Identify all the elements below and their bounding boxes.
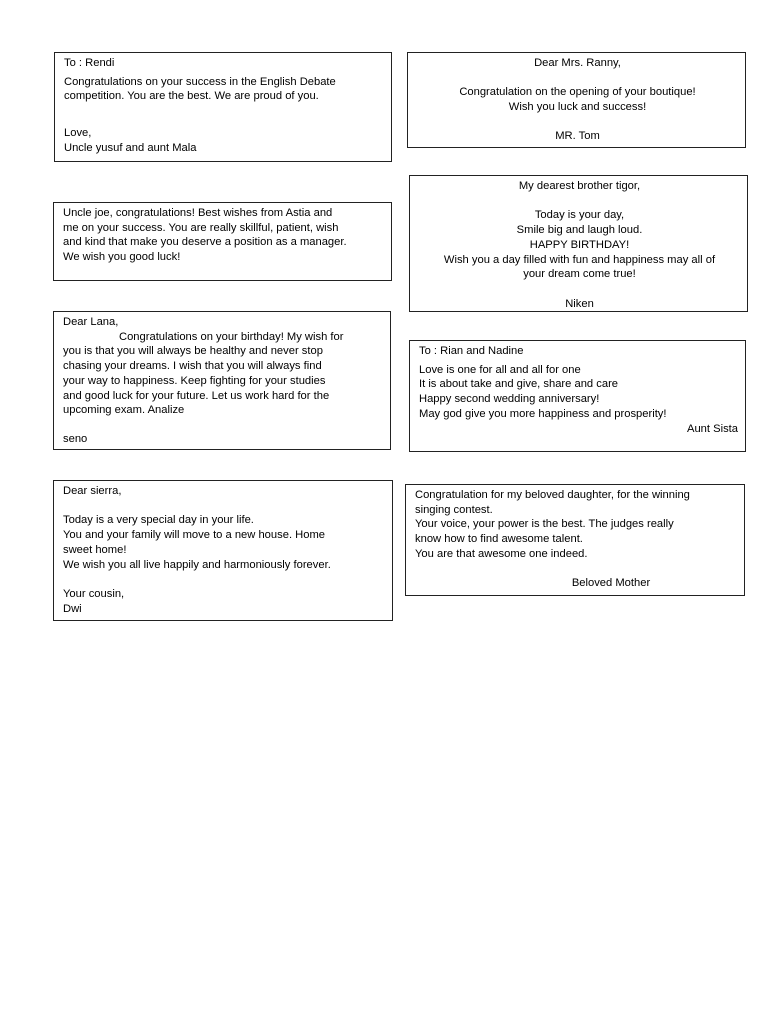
card-signature: Beloved Mother bbox=[571, 576, 651, 589]
card-body-line: competition. You are the best. We are proud of you. bbox=[64, 90, 319, 103]
card-body-line: Love is one for all and all for one bbox=[419, 363, 581, 376]
card-body-line: your way to happiness. Keep fighting for your studies bbox=[63, 374, 326, 387]
greeting-card-ranny bbox=[407, 52, 746, 148]
card-body-line: you is that you will always be healthy and never stop bbox=[63, 345, 323, 358]
card-body-line: Wish you a day filled with fun and happiness may all of bbox=[443, 253, 716, 266]
card-body-line: and kind that make you deserve a position as a manager. bbox=[63, 236, 347, 249]
card-body-line: your dream come true! bbox=[523, 268, 636, 281]
card-greeting: My dearest brother tigor, bbox=[518, 180, 641, 192]
card-body-line: Wish you luck and success! bbox=[508, 101, 647, 114]
card-body-line: Your voice, your power is the best. The judges really bbox=[415, 518, 674, 531]
card-body-line: Congratulation on the opening of your boutique! bbox=[459, 86, 696, 99]
card-body-line: upcoming exam. Analize bbox=[63, 404, 185, 417]
card-body-line: May god give you more happiness and prosperity! bbox=[419, 407, 667, 420]
card-body-line: It is about take and give, share and care bbox=[419, 378, 619, 391]
card-signature: Dwi bbox=[63, 602, 82, 615]
card-greeting: Dear Lana, bbox=[63, 316, 119, 328]
card-body-line: and good luck for your future. Let us work hard for the bbox=[63, 389, 330, 402]
greeting-card-rian-nadine bbox=[409, 340, 746, 452]
greeting-card-lana bbox=[53, 311, 391, 450]
card-body-line: Congratulations on your success in the English Debate bbox=[64, 75, 336, 88]
card-signature: Aunt Sista bbox=[687, 422, 738, 435]
card-body-line: Today is a very special day in your life. bbox=[63, 514, 254, 527]
card-body-line: You are that awesome one indeed. bbox=[415, 547, 588, 560]
card-signature: Niken bbox=[565, 297, 594, 310]
card-body-line: Smile big and laugh loud. bbox=[516, 224, 643, 237]
card-signature: MR. Tom bbox=[555, 130, 600, 143]
card-body-line: chasing your dreams. I wish that you will always find bbox=[63, 360, 322, 373]
card-recipient: To : Rendi bbox=[64, 57, 115, 69]
card-body-line: Congratulation for my beloved daughter, for the winning bbox=[415, 489, 690, 501]
card-body-line: We wish you good luck! bbox=[63, 251, 181, 264]
card-recipient: To : Rian and Nadine bbox=[419, 345, 524, 357]
card-greeting: Dear Mrs. Ranny, bbox=[534, 57, 621, 69]
card-body-line: singing contest. bbox=[415, 503, 493, 516]
card-body-line: We wish you all live happily and harmoniously forever. bbox=[63, 558, 331, 571]
card-body-line: Happy second wedding anniversary! bbox=[419, 393, 600, 406]
card-greeting: Dear sierra, bbox=[63, 485, 122, 497]
greeting-card-sierra bbox=[53, 480, 393, 621]
card-signature: Uncle yusuf and aunt Mala bbox=[64, 141, 197, 154]
card-closing: Love, bbox=[64, 127, 92, 140]
card-body-line: You and your family will move to a new house. Home bbox=[63, 529, 326, 542]
greeting-card-rendi bbox=[54, 52, 392, 162]
card-body-line: Congratulations on your birthday! My wish for bbox=[119, 330, 344, 343]
card-body-line: Today is your day, bbox=[534, 209, 625, 222]
card-body-line: me on your success. You are really skillful, patient, wish bbox=[63, 221, 339, 234]
greeting-card-daughter bbox=[405, 484, 745, 596]
card-body-line: Uncle joe, congratulations! Best wishes from Astia and bbox=[63, 207, 333, 219]
greeting-card-tigor bbox=[409, 175, 748, 312]
card-signature: seno bbox=[63, 432, 88, 445]
card-body-line: sweet home! bbox=[63, 543, 127, 556]
card-body-line: know how to find awesome talent. bbox=[415, 533, 583, 546]
greeting-card-uncle-joe bbox=[53, 202, 392, 281]
card-closing: Your cousin, bbox=[63, 587, 125, 600]
card-body-line: HAPPY BIRTHDAY! bbox=[529, 238, 630, 251]
